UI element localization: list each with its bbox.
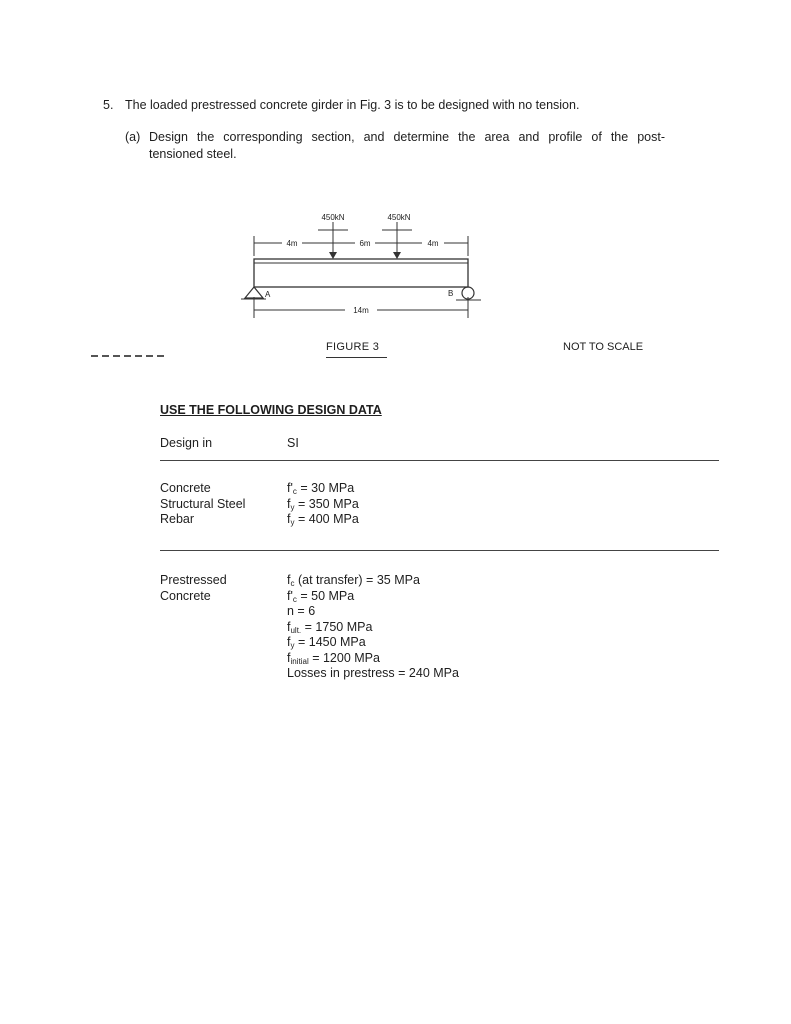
dim-label-total: 14m xyxy=(353,306,369,315)
prestressed-label: Prestressed xyxy=(160,573,227,587)
pin-support-a xyxy=(245,287,263,298)
concrete-label: Concrete xyxy=(160,481,211,495)
support-label-a: A xyxy=(265,290,271,299)
modular-ratio: n = 6 xyxy=(287,604,316,618)
concrete-strength: $f'_c = 30$ MPa xyxy=(287,481,355,496)
beam-diagram xyxy=(0,0,791,380)
support-label-b: B xyxy=(448,289,454,298)
f-initial: $f_{initial} = 1200$ MPa xyxy=(287,650,380,666)
structural-steel-strength-value: = 350 MPa xyxy=(297,496,359,511)
design-in-value: SI xyxy=(287,436,299,450)
f-yield: $f_y = 1450$ MPa xyxy=(287,635,366,650)
structural-steel-label: Structural Steel xyxy=(160,496,246,511)
fc-at-transfer: $f_c$ (at transfer) = 35 MPa xyxy=(287,573,420,588)
load-label-left: 450kN xyxy=(321,213,345,222)
dim-label-left: 4m xyxy=(286,239,298,248)
load-arrowhead-right xyxy=(393,252,401,259)
part-a-text-line1: Design the corresponding section, and determine the area and profile of the post- xyxy=(149,130,665,144)
question-text: The loaded prestressed concrete girder in Fig. 3 is to be designed with no tension. xyxy=(125,98,580,112)
scale-note: NOT TO SCALE xyxy=(563,341,644,353)
prestressed-labels xyxy=(160,573,227,604)
f-yield-value: = 1450 MPa xyxy=(297,635,366,649)
design-data-heading: USE THE FOLLOWING DESIGN DATA xyxy=(160,403,382,417)
f-ultimate: $f_{ult.} = 1750$ MPa xyxy=(287,619,373,635)
rebar-label: Rebar xyxy=(160,512,195,526)
load-arrowhead-left xyxy=(329,252,337,259)
fc-at-transfer-value: (at transfer) = 35 MPa xyxy=(297,573,420,587)
f-ultimate-value: = 1750 MPa xyxy=(304,619,373,634)
fc-prime: $f'_c = 50$ MPa xyxy=(287,588,355,604)
materials-values xyxy=(287,481,359,528)
question-number: 5. xyxy=(103,98,114,112)
structural-steel-strength: $f_y = 350$ MPa xyxy=(287,496,359,512)
divider-2 xyxy=(160,550,719,551)
dim-label-right: 4m xyxy=(427,239,439,248)
design-in-label: Design in xyxy=(160,436,213,450)
prestressed-concrete-label: Concrete xyxy=(160,588,211,603)
materials-labels xyxy=(160,481,245,528)
prestressed-values xyxy=(287,573,459,682)
load-label-right: 450kN xyxy=(387,213,411,222)
prestress-losses: Losses in prestress = 240 MPa xyxy=(287,666,459,680)
divider-1 xyxy=(160,460,719,461)
rebar-strength: $f_y = 400$ MPa xyxy=(287,512,359,527)
fc-prime-value: = 50 MPa xyxy=(300,588,355,603)
rebar-strength-value: = 400 MPa xyxy=(297,512,359,526)
f-initial-value: = 1200 MPa xyxy=(312,650,380,665)
cropped-text-fragment xyxy=(91,355,167,357)
dim-label-middle: 6m xyxy=(359,239,371,248)
figure-caption-underline xyxy=(326,357,387,358)
part-a-text-line2: tensioned steel. xyxy=(149,147,237,161)
figure-caption: FIGURE 3 xyxy=(326,341,380,353)
concrete-strength-value: = 30 MPa xyxy=(300,481,355,495)
part-a-label: (a) xyxy=(125,130,141,144)
